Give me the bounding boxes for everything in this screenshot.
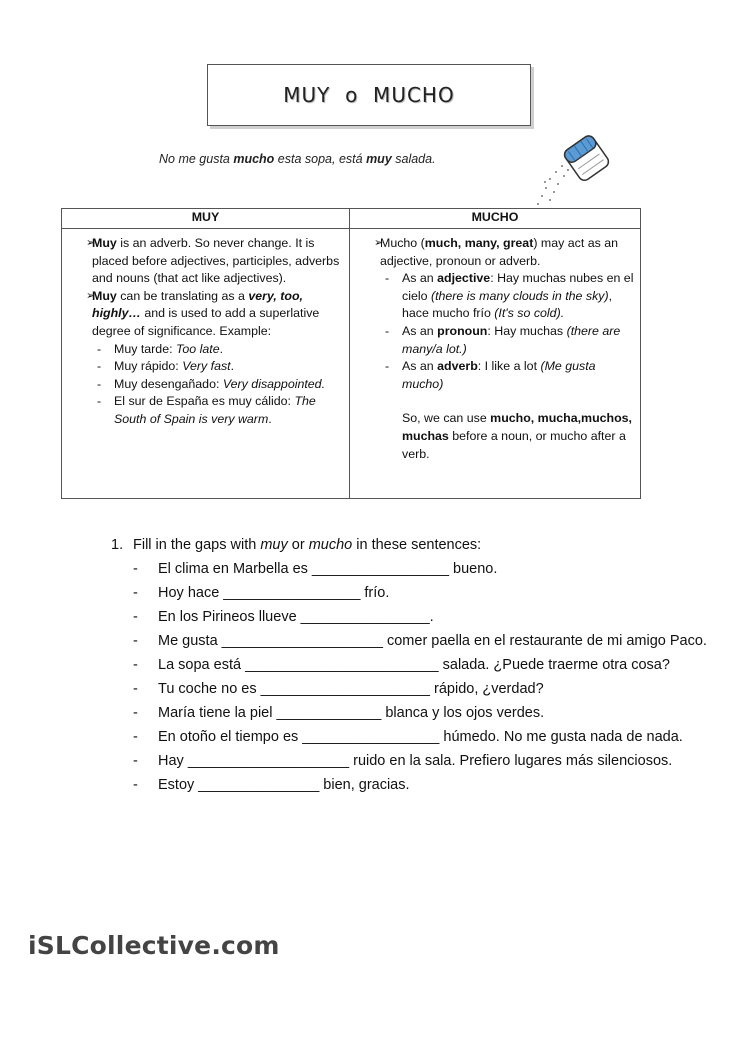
muy-note: ➢ Muy is an adverb. So never change. It is placed before adjectives, participles, adverbs and nouns (that act like adjectives). [70,235,345,288]
list-item: - Muy desengañado: Very disappointed. [92,376,345,394]
mucho-notes [358,235,636,463]
mucho-note: ➢ Mucho (much, many, great) may act as an adjective, pronoun or adverb. - As an adjective: Hay muchas nubes en el cielo (there is many clouds in the sky), hace mucho frío (It's so cold). - As an pronoun: Hay muchas (there are many/a lot.) - As an adverb: I like a lot (Me gusta mucho) So, we can use mucho, mucha,muchos, muchas before a noun, or mucho after a verb. [358,235,636,463]
salt-shaker-icon [528,132,620,210]
list-item: - Tu coche no es _____________________ rápido, ¿verdad? [133,677,711,701]
list-item: - Muy rápido: Very fast. [92,358,345,376]
list-item: - El sur de España es muy cálido: The South of Spain is very warm. [92,393,345,428]
sentence-list [133,557,711,797]
list-item: - Hay ____________________ ruido en la sala. Prefiero lugares más silenciosos. [133,749,711,773]
mucho-summary: So, we can use mucho, mucha,muchos, muchas before a noun, or mucho after a verb. [402,411,632,461]
list-item: - El clima en Marbella es _________________ bueno. [133,557,711,581]
list-item: - En los Pirineos llueve ________________. [133,605,711,629]
list-item: - La sopa está ________________________ salada. ¿Puede traerme otra cosa? [133,653,711,677]
list-item: - As an pronoun: Hay muchas (there are many/a lot.) [380,323,636,358]
list-item: - En otoño el tiempo es _________________ húmedo. No me gusta nada de nada. [133,725,711,749]
mucho-cell [350,229,641,499]
header-muy: MUY [62,209,350,229]
list-item: - Estoy _______________ bien, gracias. [133,773,711,797]
muy-notes [70,235,345,429]
list-item: - As an adverb: I like a lot (Me gusta mucho) [380,358,636,393]
muy-note: ➢ Muy can be translating as a very, too, highly… and is used to add a superlative degree of significance. Example: - Muy tarde: Too late. - Muy rápido: Very fast. - Muy desengañado: Very disappointed. - El sur de España es muy cálido: The South of Spain is very warm. [70,288,345,429]
exercise-section [111,533,711,797]
muy-cell [62,229,350,499]
brand-watermark: iSLCollective.com [28,931,280,960]
mucho-examples [380,270,636,393]
list-item: - As an adjective: Hay muchas nubes en el cielo (there is many clouds in the sky), hace mucho frío (It's so cold). [380,270,636,323]
grammar-table [61,208,641,499]
list-item: - María tiene la piel _____________ blanca y los ojos verdes. [133,701,711,725]
page-title: MUY o MUCHO [283,83,455,107]
exercise-instruction: 1. Fill in the gaps with muy or mucho in these sentences: [111,537,482,553]
list-item: - Hoy hace _________________ frío. [133,581,711,605]
title-box [207,64,531,126]
list-item: - Me gusta ____________________ comer paella en el restaurante de mi amigo Paco. [133,629,711,653]
example-sentence: No me gusta mucho esta sopa, está muy salada. [159,152,436,166]
list-item: - Muy tarde: Too late. [92,341,345,359]
header-mucho: MUCHO [350,209,641,229]
muy-examples [92,341,345,429]
